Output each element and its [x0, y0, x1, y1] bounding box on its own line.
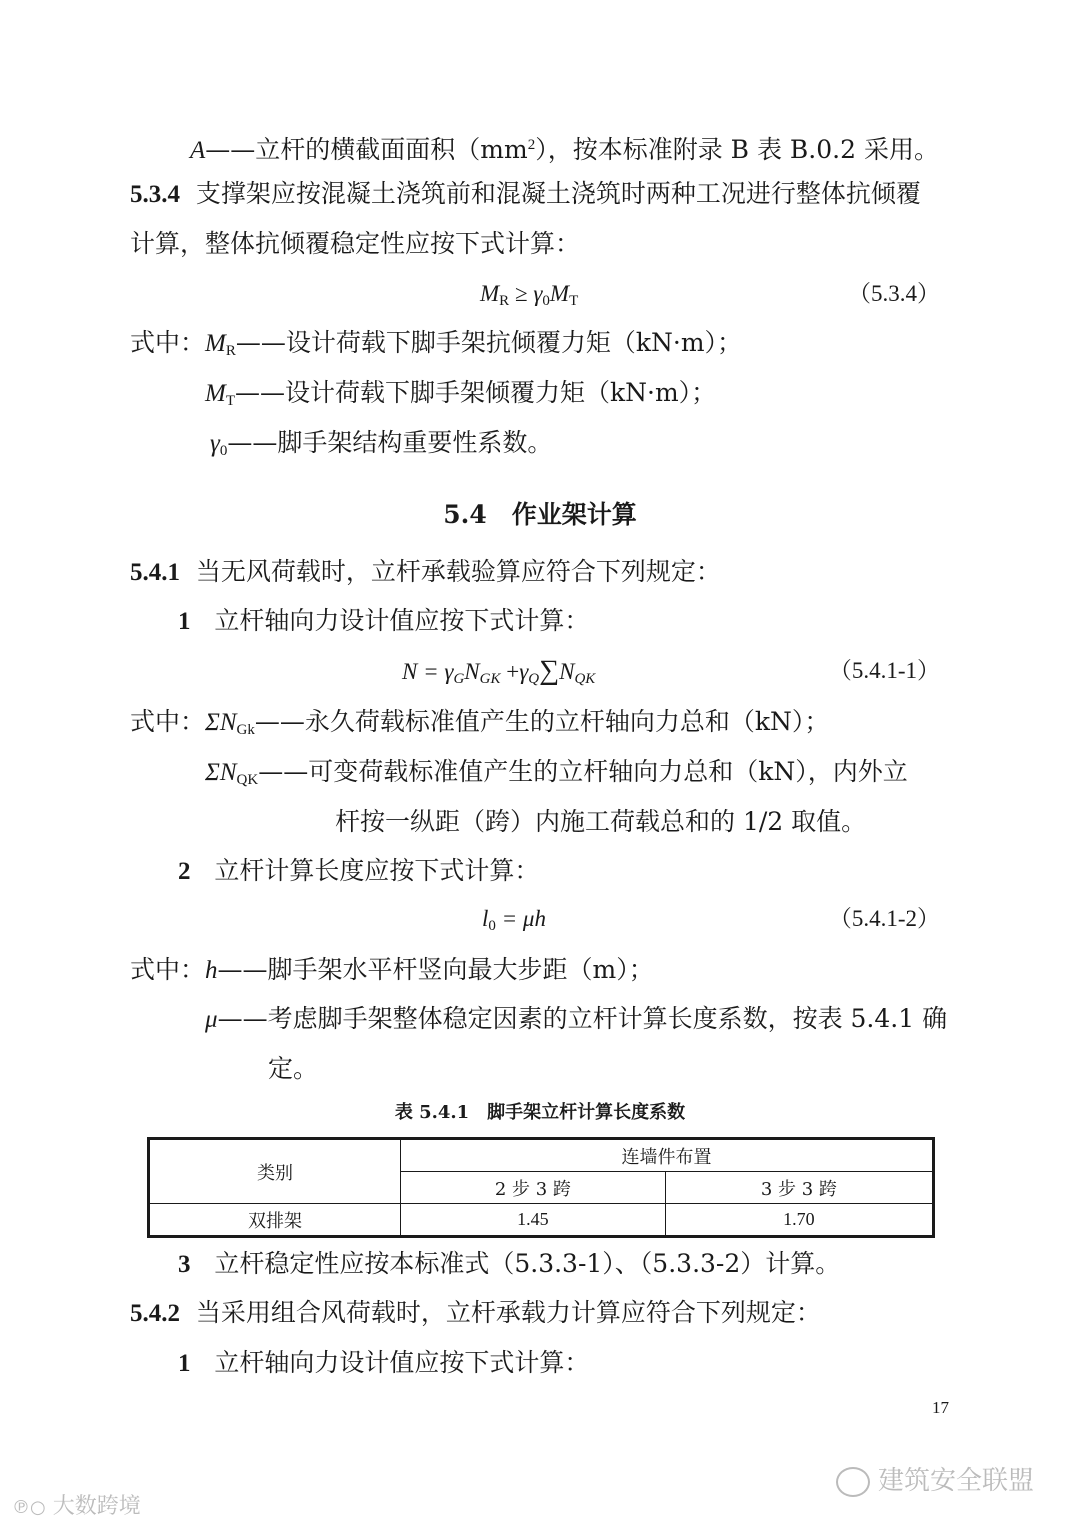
chat-bubble-icon — [836, 1467, 870, 1497]
where-nqk: $\Sigma N_{QK}——$可变荷载标准值产生的立杆轴向力总和（kN），内外立 — [205, 757, 908, 788]
page-number: 17 — [932, 1398, 949, 1417]
formula-5-4-1-2: $l_0 = \mu h$ — [482, 906, 546, 934]
where-mu-cont: 定。 — [268, 1054, 319, 1083]
logo-icon: ℗○ — [12, 1497, 46, 1518]
table-caption: 表 5.4.1 脚手架立杆计算长度系数 — [394, 1102, 686, 1123]
where-nqk-cont: 杆按一纵距（跨）内施工荷载总和的 1/2 取值。 — [335, 807, 867, 836]
equation-number-5-3-4: （5.3.4） — [848, 281, 940, 306]
row-value-3-step: 1.70 — [665, 1204, 933, 1237]
coefficient-table — [147, 1137, 935, 1238]
where-mu: μ——考虑脚手架整体稳定因素的立杆计算长度系数，按表 5.4.1 确 — [205, 1004, 948, 1033]
formula-5-3-4: $M_R \ge \gamma_0M_T$ — [480, 281, 579, 309]
equation-number-5-4-1-2: （5.4.1-2） — [828, 906, 940, 931]
where-h: 式中：h——脚手架水平杆竖向最大步距（m）； — [130, 955, 654, 984]
item-3: 3 立杆稳定性应按本标准式（5.3.3-1）、（5.3.3-2）计算。 — [178, 1249, 841, 1278]
item-2: 2 立杆计算长度应按下式计算： — [178, 856, 540, 885]
clause-5-4-1: 5.4.1 当无风荷载时，立杆承载验算应符合下列规定： — [130, 557, 721, 586]
header-category: 类别 — [149, 1139, 401, 1204]
formula-5-4-1-1: $N = \gamma_GN_{GK} +\gamma_Q\sum N_{QK}$ — [402, 655, 596, 687]
clause-5-3-4: 5.3.4 支撑架应按混凝土浇筑前和混凝土浇筑时两种工况进行整体抗倾覆 — [130, 179, 921, 208]
equation-number-5-4-1-1: （5.4.1-1） — [828, 658, 940, 683]
watermark-right: 建筑安全联盟 — [836, 1460, 1034, 1497]
where-ngk: 式中：$\Sigma N_{Gk}——$永久荷载标准值产生的立杆轴向力总和（kN）； — [130, 707, 830, 738]
watermark-left: ℗○ 大数跨境 — [12, 1494, 141, 1519]
clause-5-4-2: 5.4.2 当采用组合风荷载时，立杆承载力计算应符合下列规定： — [130, 1298, 821, 1327]
where-mr: 式中：$M_R——$设计荷载下脚手架抗倾覆力矩（kN·m）； — [130, 328, 743, 359]
clause-5-3-4-cont: 计算，整体抗倾覆稳定性应按下式计算： — [130, 229, 581, 258]
item-1: 1 立杆轴向力设计值应按下式计算： — [178, 606, 590, 635]
header-2-step-3-span: 2 步 3 跨 — [401, 1172, 666, 1204]
where-mt: $M_T——$设计荷载下脚手架倾覆力矩（kN·m）； — [205, 378, 717, 409]
section-heading-5-4: 5.4 作业架计算 — [443, 500, 637, 529]
area-definition: A——立杆的横截面面积$(mm^2)$，按本标准附录 B 表 B.0.2 采用。 — [190, 135, 939, 164]
row-value-2-step: 1.45 — [401, 1204, 666, 1237]
header-3-step-3-span: 3 步 3 跨 — [665, 1172, 933, 1204]
table-row — [149, 1204, 934, 1237]
where-gamma0: $\gamma_0——$脚手架结构重要性系数。 — [210, 428, 553, 459]
header-wall-tie-layout: 连墙件布置 — [401, 1139, 934, 1172]
item-1-b: 1 立杆轴向力设计值应按下式计算： — [178, 1348, 590, 1377]
row-category: 双排架 — [149, 1204, 401, 1237]
